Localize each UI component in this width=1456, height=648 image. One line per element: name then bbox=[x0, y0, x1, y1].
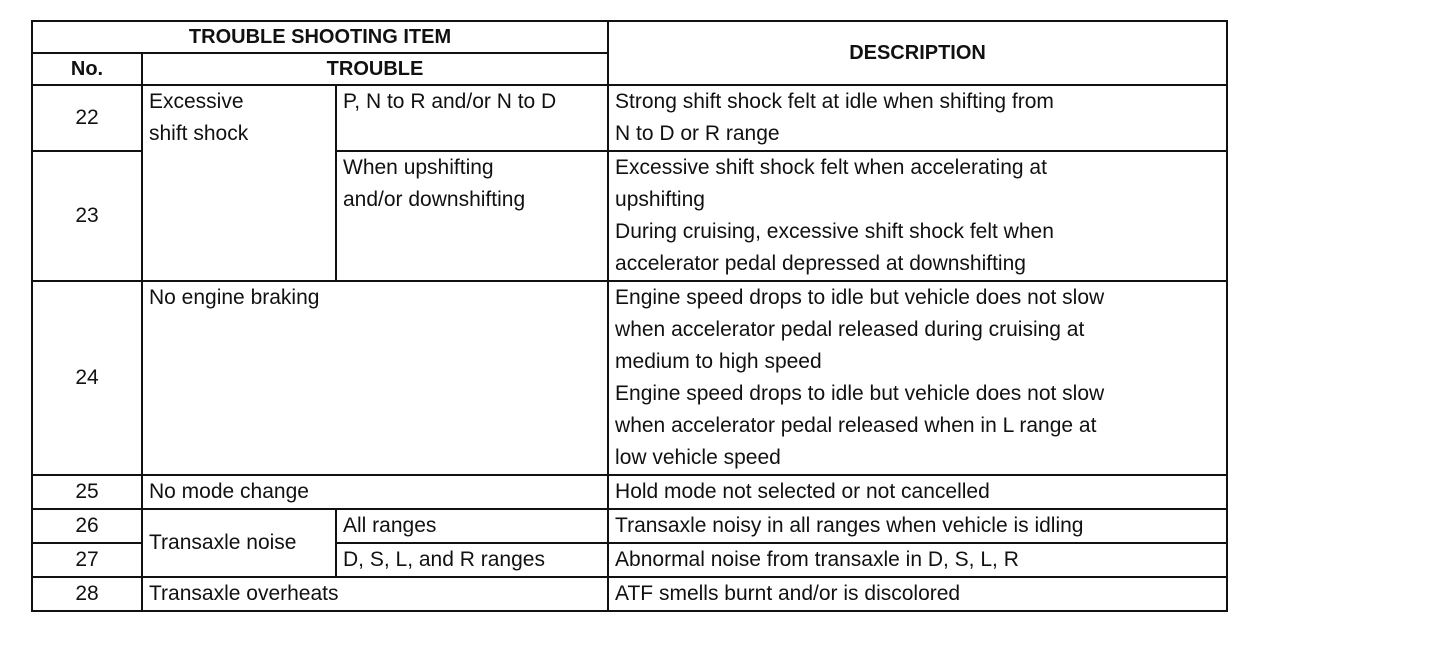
description-cell bbox=[608, 281, 1227, 475]
description-line: medium to high speed bbox=[615, 350, 822, 373]
description-line: Engine speed drops to idle but vehicle does not slow bbox=[615, 382, 1105, 405]
trouble-cell bbox=[142, 509, 336, 577]
row-number: 28 bbox=[32, 577, 142, 611]
trouble-detail: and/or downshifting bbox=[343, 188, 526, 211]
description-cell bbox=[608, 85, 1227, 151]
trouble-detail: D, S, L, and R ranges bbox=[343, 548, 545, 571]
row-number: 26 bbox=[32, 509, 142, 543]
description-line: Hold mode not selected or not cancelled bbox=[615, 480, 990, 503]
row-number: 24 bbox=[32, 281, 142, 475]
description-line: accelerator pedal depressed at downshifting bbox=[615, 252, 1026, 275]
row-number: 25 bbox=[32, 475, 142, 509]
trouble-line: Excessive bbox=[149, 90, 244, 113]
table-row bbox=[32, 509, 1227, 543]
table-row bbox=[32, 577, 1227, 611]
table-row bbox=[32, 85, 1227, 151]
description-line: Excessive shift shock felt when accelerating at bbox=[615, 156, 1047, 179]
trouble-detail-cell bbox=[336, 151, 608, 281]
trouble-detail: When upshifting bbox=[343, 156, 494, 179]
trouble-cell bbox=[142, 85, 336, 281]
description-cell bbox=[608, 509, 1227, 543]
description-line: During cruising, excessive shift shock felt when bbox=[615, 220, 1054, 243]
trouble-cell bbox=[142, 577, 608, 611]
description-line: N to D or R range bbox=[615, 122, 780, 145]
description-line: when accelerator pedal released when in L range at bbox=[615, 414, 1097, 437]
description-line: Engine speed drops to idle but vehicle does not slow bbox=[615, 286, 1105, 309]
row-number: 22 bbox=[32, 85, 142, 151]
description-cell bbox=[608, 151, 1227, 281]
trouble-text: No engine braking bbox=[149, 286, 320, 309]
description-line: low vehicle speed bbox=[615, 446, 781, 469]
table-row bbox=[32, 281, 1227, 475]
description-line: Abnormal noise from transaxle in D, S, L, R bbox=[615, 548, 1019, 571]
description-line: Transaxle noisy in all ranges when vehicle is idling bbox=[615, 514, 1084, 537]
trouble-shooting-item-header: TROUBLE SHOOTING ITEM bbox=[32, 21, 608, 53]
description-line: upshifting bbox=[615, 188, 705, 211]
description-header: DESCRIPTION bbox=[608, 21, 1227, 85]
description-line: ATF smells burnt and/or is discolored bbox=[615, 582, 961, 605]
no-header: No. bbox=[32, 53, 142, 85]
trouble-detail-cell bbox=[336, 509, 608, 543]
trouble-text: No mode change bbox=[149, 480, 309, 503]
row-number: 27 bbox=[32, 543, 142, 577]
description-cell bbox=[608, 543, 1227, 577]
trouble-detail-cell bbox=[336, 543, 608, 577]
trouble-cell bbox=[142, 281, 608, 475]
trouble-detail-cell bbox=[336, 85, 608, 151]
trouble-detail: All ranges bbox=[343, 514, 437, 537]
trouble-header: TROUBLE bbox=[142, 53, 608, 85]
trouble-line: shift shock bbox=[149, 122, 249, 145]
trouble-shooting-table bbox=[31, 20, 1228, 612]
table-row bbox=[32, 475, 1227, 509]
trouble-text: Transaxle noise bbox=[149, 531, 297, 554]
description-line: when accelerator pedal released during cruising at bbox=[615, 318, 1085, 341]
description-cell bbox=[608, 577, 1227, 611]
description-line: Strong shift shock felt at idle when shifting from bbox=[615, 90, 1054, 113]
trouble-detail: P, N to R and/or N to D bbox=[343, 90, 557, 113]
row-number: 23 bbox=[32, 151, 142, 281]
trouble-text: Transaxle overheats bbox=[149, 582, 339, 605]
trouble-cell bbox=[142, 475, 608, 509]
header-row-group bbox=[32, 21, 1227, 53]
description-cell bbox=[608, 475, 1227, 509]
